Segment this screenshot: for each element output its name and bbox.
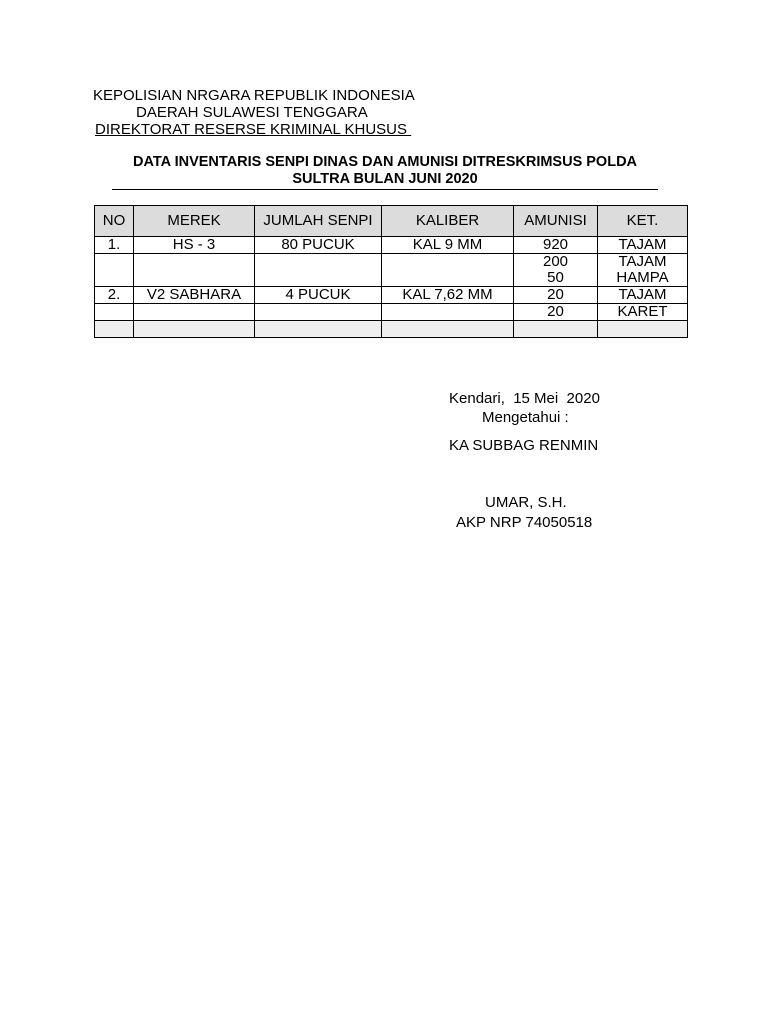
column-header-amunisi: AMUNISI xyxy=(514,206,598,237)
table-header-row xyxy=(95,206,688,237)
cell-no: 2. xyxy=(95,287,134,304)
cell-merek xyxy=(134,304,255,321)
cell-ket xyxy=(598,304,688,321)
cell-amunisi xyxy=(514,304,598,321)
cell-jumlah-senpi xyxy=(255,304,382,321)
column-header-kaliber: KALIBER xyxy=(382,206,514,237)
cell-kaliber xyxy=(382,254,514,287)
amunisi-value: 920 xyxy=(542,236,569,253)
column-header-jumlah-senpi: JUMLAH SENPI xyxy=(255,206,382,237)
cell-jumlah-senpi: 80 PUCUK xyxy=(255,237,382,254)
ket-value: TAJAM xyxy=(618,286,667,303)
cell-kaliber xyxy=(382,304,514,321)
document-title-line-2: SULTRA BULAN JUNI 2020 xyxy=(292,171,478,187)
column-header-no: NO xyxy=(95,206,134,237)
cell-empty xyxy=(514,321,598,338)
cell-no xyxy=(95,254,134,287)
amunisi-value: 200 xyxy=(542,253,569,270)
table-row xyxy=(95,237,688,254)
column-header-merek: MEREK xyxy=(134,206,255,237)
cell-ket xyxy=(598,287,688,304)
cell-no: 1. xyxy=(95,237,134,254)
cell-empty xyxy=(95,321,134,338)
cell-ket xyxy=(598,254,688,287)
amunisi-value: 20 xyxy=(547,303,564,320)
ket-value: TAJAM xyxy=(618,236,667,253)
cell-jumlah-senpi xyxy=(255,254,382,287)
cell-jumlah-senpi: 4 PUCUK xyxy=(255,287,382,304)
cell-empty xyxy=(382,321,514,338)
cell-kaliber: KAL 7,62 MM xyxy=(382,287,514,304)
org-directorate-line: DIREKTORAT RESERSE KRIMINAL KHUSUS xyxy=(95,121,412,138)
amunisi-value: 20 xyxy=(547,286,564,303)
cell-no xyxy=(95,304,134,321)
signature-place-date: Kendari, 15 Mei 2020 xyxy=(449,390,600,407)
cell-kaliber: KAL 9 MM xyxy=(382,237,514,254)
cell-amunisi xyxy=(514,254,598,287)
org-name-line: KEPOLISIAN NRGARA REPUBLIK INDONESIA xyxy=(93,87,415,104)
ket-value: HAMPA xyxy=(616,269,669,286)
signature-role: KA SUBBAG RENMIN xyxy=(449,437,599,454)
column-header-ket: KET. xyxy=(598,206,688,237)
document-title-line-1: DATA INVENTARIS SENPI DINAS DAN AMUNISI DITRESKRIMSUS POLDA xyxy=(132,154,638,170)
inventory-table xyxy=(94,205,688,338)
signature-acknowledged: Mengetahui : xyxy=(482,409,569,426)
org-region-line: DAERAH SULAWESI TENGGARA xyxy=(136,104,368,121)
ket-value: TAJAM xyxy=(618,253,667,270)
ket-value: KARET xyxy=(617,303,668,320)
cell-empty xyxy=(255,321,382,338)
table-row xyxy=(95,254,688,287)
signature-rank-nrp: AKP NRP 74050518 xyxy=(456,514,593,531)
signature-name: UMAR, S.H. xyxy=(485,494,567,511)
cell-merek: HS - 3 xyxy=(134,237,255,254)
table-row xyxy=(95,287,688,304)
table-row xyxy=(95,304,688,321)
cell-amunisi xyxy=(514,287,598,304)
amunisi-value: 50 xyxy=(547,269,564,286)
cell-empty xyxy=(134,321,255,338)
cell-merek: V2 SABHARA xyxy=(134,287,255,304)
cell-ket xyxy=(598,237,688,254)
table-row-empty xyxy=(95,321,688,338)
document-title xyxy=(112,154,658,190)
cell-merek xyxy=(134,254,255,287)
cell-empty xyxy=(598,321,688,338)
cell-amunisi xyxy=(514,237,598,254)
